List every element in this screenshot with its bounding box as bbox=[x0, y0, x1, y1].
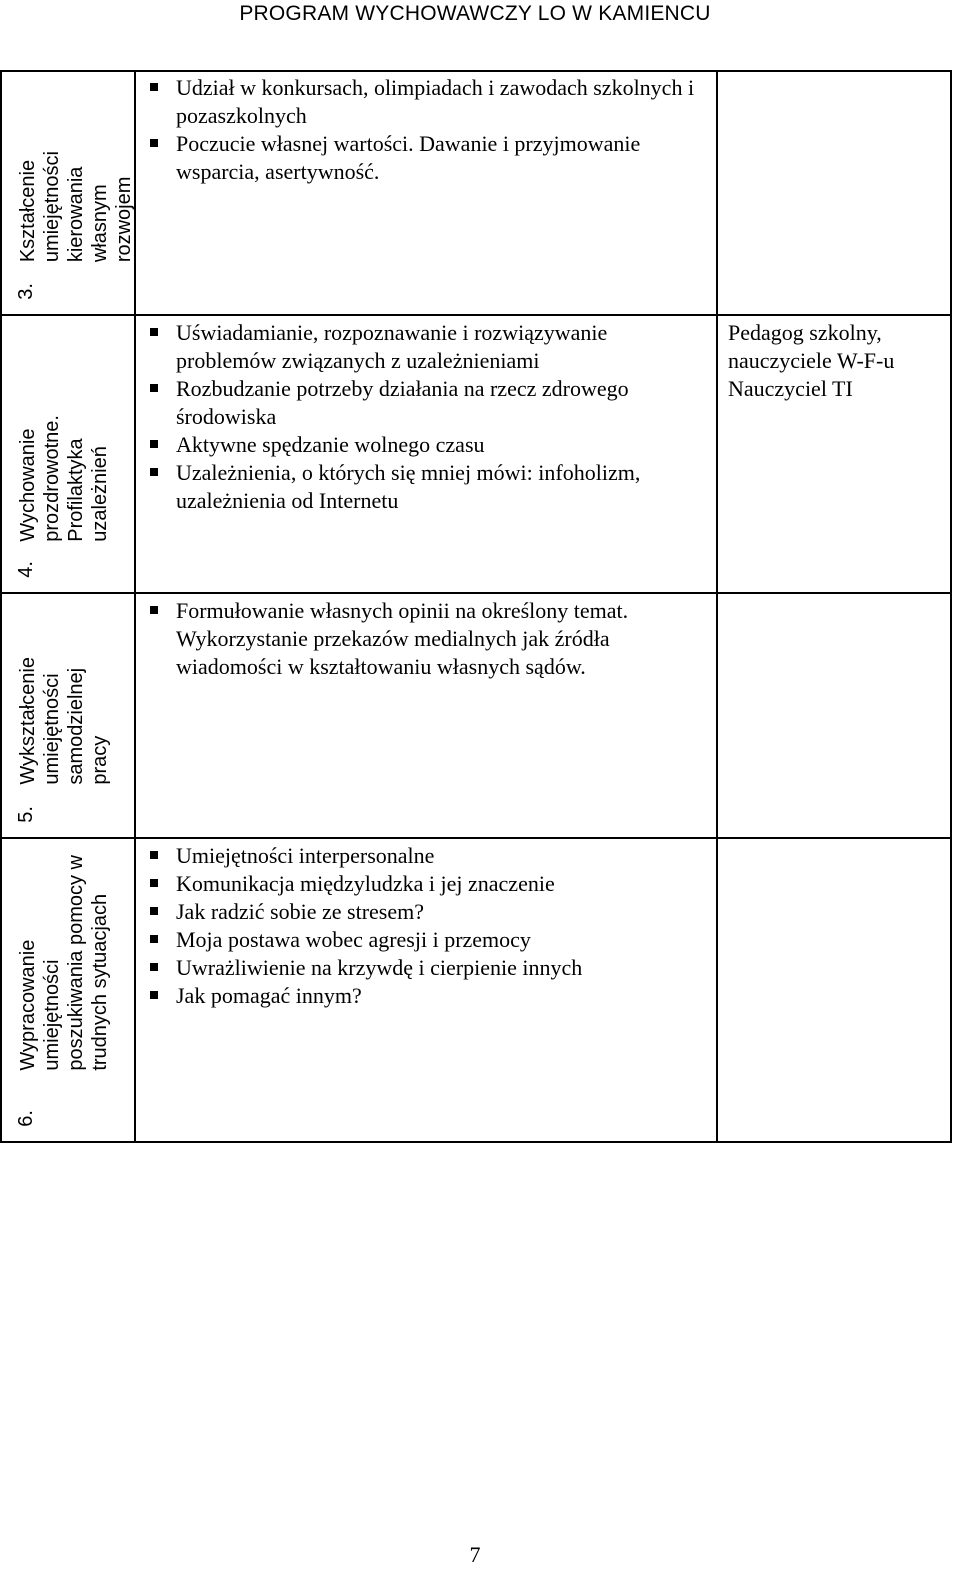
list-item: Poczucie własnej wartości. Dawanie i przyjmowanie wsparcia, asertywność. bbox=[176, 130, 706, 186]
responsible-cell bbox=[717, 838, 951, 1142]
tasks-cell bbox=[135, 593, 717, 838]
tasks-cell bbox=[135, 71, 717, 315]
list-item: Moja postawa wobec agresji i przemocy bbox=[176, 926, 706, 954]
task-list bbox=[136, 319, 716, 515]
area-title: Wykształcenie umiejętności samodzielnej pracy bbox=[17, 657, 111, 785]
list-item: Formułowanie własnych opinii na określony temat. Wykorzystanie przekazów medialnych jak źródła wiadomości w kształtowaniu własnych sądów. bbox=[176, 597, 706, 681]
page-number: 7 bbox=[469, 1542, 481, 1567]
list-item: Uświadamianie, rozpoznawanie i rozwiązywanie problemów związanych z uzależnieniami bbox=[176, 319, 706, 375]
row-number: 5. bbox=[15, 806, 37, 823]
list-item: Aktywne spędzanie wolnego czasu bbox=[176, 431, 706, 459]
list-item: Uzależnienia, o których się mniej mówi: infoholizm, uzależnienia od Internetu bbox=[176, 459, 706, 515]
list-item: Komunikacja międzyludzka i jej znaczenie bbox=[176, 870, 706, 898]
task-list bbox=[136, 74, 716, 186]
responsible-persons: Pedagog szkolny, nauczyciele W-F-u Nauczyciel TI bbox=[728, 320, 895, 401]
row-number: 3. bbox=[15, 283, 37, 300]
list-item: Uwrażliwienie na krzywdę i cierpienie innych bbox=[176, 954, 706, 982]
row-number: 6. bbox=[15, 1110, 37, 1127]
responsible-cell bbox=[717, 71, 951, 315]
table-row bbox=[1, 71, 951, 315]
area-cell bbox=[1, 71, 135, 315]
area-cell bbox=[1, 838, 135, 1142]
task-list bbox=[136, 842, 716, 1010]
table-row bbox=[1, 315, 951, 593]
area-label bbox=[14, 283, 38, 300]
area-label bbox=[14, 561, 38, 578]
list-item-continuation: Wykorzystanie przekazów medialnych jak źródła wiadomości w kształtowaniu własnych sądów. bbox=[176, 626, 610, 679]
list-item: Rozbudzanie potrzeby działania na rzecz zdrowego środowiska bbox=[176, 375, 706, 431]
list-item: Jak pomagać innym? bbox=[176, 982, 706, 1010]
area-cell bbox=[1, 315, 135, 593]
tasks-cell bbox=[135, 838, 717, 1142]
area-label bbox=[14, 806, 38, 823]
area-title: Wypracowanie umiejętności poszukiwania pomocy w trudnych sytuacjach bbox=[17, 855, 111, 1071]
page-title: PROGRAM WYCHOWAWCZY LO W KAMIENCU bbox=[239, 2, 711, 25]
area-cell bbox=[1, 593, 135, 838]
row-number: 4. bbox=[15, 561, 37, 578]
table-row bbox=[1, 838, 951, 1142]
responsible-cell bbox=[717, 593, 951, 838]
area-title: Kształcenie umiejętności kierowania własnym rozwojem bbox=[17, 150, 135, 262]
task-list bbox=[136, 597, 716, 681]
program-table bbox=[0, 70, 952, 1143]
area-title: Wychowanie prozdrowotne. Profilaktyka uzależnień bbox=[17, 415, 111, 542]
table-row bbox=[1, 593, 951, 838]
area-label bbox=[14, 1110, 38, 1127]
list-item: Udział w konkursach, olimpiadach i zawodach szkolnych i pozaszkolnych bbox=[176, 74, 706, 130]
list-item: Umiejętności interpersonalne bbox=[176, 842, 706, 870]
list-item: Jak radzić sobie ze stresem? bbox=[176, 898, 706, 926]
tasks-cell bbox=[135, 315, 717, 593]
responsible-cell bbox=[717, 315, 951, 593]
